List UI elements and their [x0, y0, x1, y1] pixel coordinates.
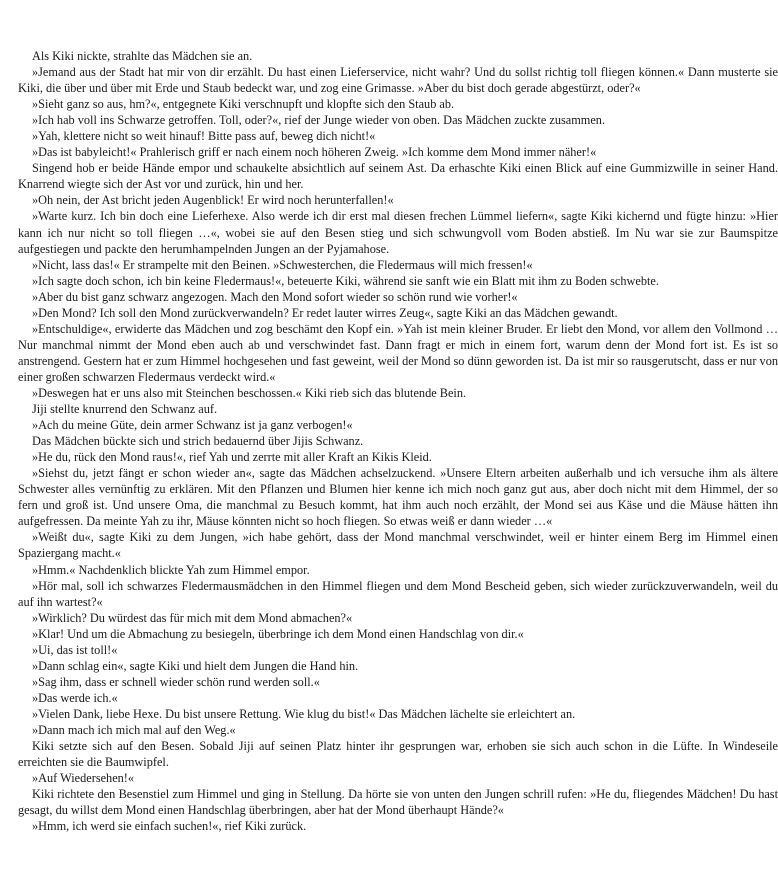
paragraph: »Ich hab voll ins Schwarze getroffen. Toll, oder?«, rief der Junge wieder von oben. Das Mädchen zuckte zusammen.: [32, 113, 606, 128]
paragraph: »Den Mond? Ich soll den Mond zurückverwandeln? Er redet lauter wirres Zeug«, sagte Kiki an das Mädchen gewandt.: [32, 305, 618, 320]
paragraph: »Deswegen hat er uns also mit Steinchen beschossen.« Kiki rieb sich das blutende Bein.: [32, 385, 467, 400]
paragraph: Das Mädchen bückte sich und strich bedauernd über Jijis Schwanz.: [32, 434, 364, 449]
paragraph: »Hmm, ich werd sie einfach suchen!«, rief Kiki zurück.: [32, 819, 307, 834]
paragraph: »Ui, das ist toll!«: [32, 642, 118, 657]
paragraph: »Aber du bist ganz schwarz angezogen. Mach den Mond sofort wieder so schön rund wie vorher!«: [32, 289, 518, 304]
paragraph: »Vielen Dank, liebe Hexe. Du bist unsere Rettung. Wie klug du bist!« Das Mädchen lächelte sie erleichtert an.: [32, 706, 576, 721]
paragraph: »Dann mach ich mich mal auf den Weg.«: [32, 722, 236, 737]
paragraph: Jiji stellte knurrend den Schwanz auf.: [32, 402, 218, 417]
paragraph: Kiki setzte sich auf den Besen. Sobald Jiji auf seinen Platz hinter ihr gesprungen war, erhoben sie sich auch schon in die Lüfte. In Windeseile erreichten sie die Baumwipfel.: [18, 739, 778, 770]
paragraph: Singend hob er beide Hände empor und schaukelte absichtlich auf seinem Ast. Da erhaschte Kiki einen Blick auf eine Gummizwille in seiner Hand. Knarrend wiegte sich der Ast vor und zurück, hin und her.: [18, 161, 778, 192]
paragraph: »Entschuldige«, erwiderte das Mädchen und zog beschämt den Kopf ein. »Yah ist mein kleiner Bruder. Er liebt den Mond, vor allem den Vollmond … Nur manchmal nimmt der Mond eben auch ab und verschwindet fast. Dann fragt er mich in einem fort, warum denn der Mond fort ist. Es ist so anstrengend. Gestern hat er zum Himmel hochgesehen und fast geweint, weil der Mond so dünn geworden ist. Da ist mir so rausgerutscht, dass er nur von einer großen schwarzen Fledermaus verdeckt wird.«: [18, 321, 778, 384]
paragraph: »Hmm.« Nachdenklich blickte Yah zum Himmel empor.: [32, 562, 310, 577]
paragraph: »Jemand aus der Stadt hat mir von dir erzählt. Du hast einen Lieferservice, nicht wahr? Und du sollst richtig toll fliegen können.« Dann musterte sie Kiki, die über und über mit Erde und Staub bedeckt war, und zog eine Grimasse. »Aber du bist doch gerade abgestürzt, oder?«: [18, 65, 778, 96]
paragraph: »Sieht ganz so aus, hm?«, entgegnete Kiki verschnupft und klopfte sich den Staub ab.: [32, 97, 455, 112]
paragraph: Kiki richtete den Besenstiel zum Himmel und ging in Stellung. Da hörte sie von unten den Jungen schrill rufen: »He du, fliegendes Mädchen! Du hast gesagt, du willst dem Mond einen Handschlag überbringen, aber hat der Mond überhaupt Hände?«: [18, 787, 778, 818]
paragraph: »Oh nein, der Ast bricht jeden Augenblick! Er wird noch herunterfallen!«: [32, 193, 394, 208]
paragraph: »Auf Wiedersehen!«: [32, 771, 135, 786]
paragraph: »Sag ihm, dass er schnell wieder schön rund werden soll.«: [32, 674, 320, 689]
paragraph: »Klar! Und um die Abmachung zu besiegeln, überbringe ich dem Mond einen Handschlag von dir.«: [32, 626, 524, 641]
paragraph: »Nicht, lass das!« Er strampelte mit den Beinen. »Schwesterchen, die Fledermaus will mich fressen!«: [32, 257, 533, 272]
paragraph: »Wirklich? Du würdest das für mich mit dem Mond abmachen?«: [32, 610, 353, 625]
paragraph: »Weißt du«, sagte Kiki zu dem Jungen, »ich habe gehört, dass der Mond manchmal verschwindet, weil er hinter einem Berg im Himmel einen Spaziergang macht.«: [18, 530, 778, 561]
paragraph: »Warte kurz. Ich bin doch eine Lieferhexe. Also werde ich dir erst mal diesen frechen Lümmel liefern«, sagte Kiki kichernd und fügte hinzu: »Hier kann ich nur nicht so toll fliegen …«, wobei sie auf den Besen stieg und sich schwungvoll vom Boden abstieß. Im Nu war sie zur Baumspitze aufgestiegen und packte den herumhampelnden Jungen an der Pyjamahose.: [18, 209, 778, 256]
paragraph: »Ach du meine Güte, dein armer Schwanz ist ja ganz verbogen!«: [32, 418, 353, 433]
paragraph: »Ich sagte doch schon, ich bin keine Fledermaus!«, beteuerte Kiki, während sie sanft wie ein Blatt mit ihm zu Boden schwebte.: [32, 273, 659, 288]
paragraph: »Yah, klettere nicht so weit hinauf! Bitte pass auf, beweg dich nicht!«: [32, 129, 376, 144]
paragraph: »Das ist babyleicht!« Prahlerisch griff er nach einem noch höheren Zweig. »Ich komme dem Mond immer näher!«: [32, 145, 597, 160]
paragraph: Als Kiki nickte, strahlte das Mädchen sie an.: [32, 49, 253, 63]
paragraph: »He du, rück den Mond raus!«, rief Yah und zerrte mit aller Kraft an Kikis Kleid.: [32, 450, 432, 465]
paragraph: »Siehst du, jetzt fängt er schon wieder an«, sagte das Mädchen achselzuckend. »Unsere Eltern arbeiten außerhalb und ich versuche ihm als ältere Schwester alles vernünftig zu erklären. Mit den Pflanzen und Blumen hier kenne ich mich noch ganz gut aus, aber doch nicht mit dem Himmel, der so fern und groß ist. Und unsere Oma, die manchmal zu Besuch kommt, hat ihm auch noch erzählt, der Mond sei aus Käse und die Mäuse hätten ihn aufgefressen. Da meinte Yah zu ihr, Mäuse könnten nicht so hoch fliegen. So etwas weiß er dann wieder …«: [18, 466, 778, 529]
paragraph: »Dann schlag ein«, sagte Kiki und hielt dem Jungen die Hand hin.: [32, 658, 359, 673]
book-page: [18, 48, 778, 834]
paragraph: »Hör mal, soll ich schwarzes Fledermausmädchen in den Himmel fliegen und dem Mond Bescheid geben, sich wieder zurückzuverwandeln, weil du auf ihn wartest?«: [18, 578, 778, 609]
paragraph: »Das werde ich.«: [32, 690, 118, 705]
